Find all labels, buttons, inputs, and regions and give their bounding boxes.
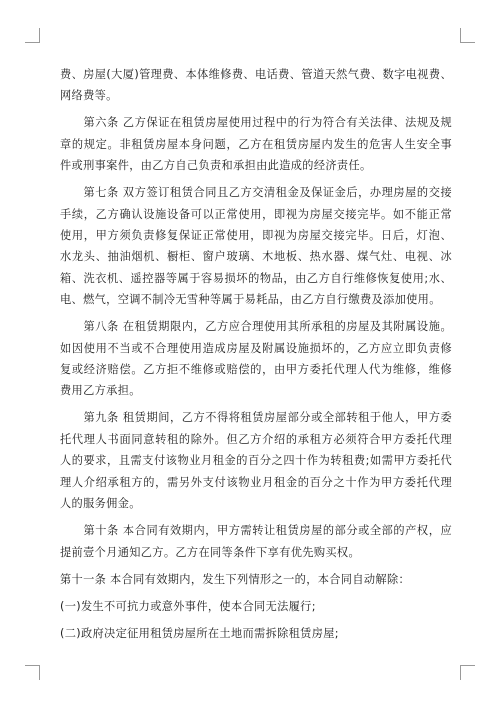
article-9: 第九条 租赁期间，乙方不得将租赁房屋部分或全部转租于他人，甲方委托代理人书面同意转租的除外。但乙方介绍的承租方必须符合甲方委托代理人的要求，且需支付该物业月租金的百分之四十作为转租费;如需甲方委托代理人介绍承租方的，需另外支付该物业月租金的百分之十作为甲方委托代理人的服务佣金。 [60, 411, 452, 511]
article-11-item-2: (二)政府决定征用租赁房屋所在土地而需拆除租赁房屋; [60, 626, 339, 640]
article-6: 第六条 乙方保证在租赁房屋使用过程中的行为符合有关法律、法规及规章的规定。非租赁房屋本身问题，乙方在租赁房屋内发生的危害人生安全事件或刑事案件，由乙方自己负责和承担由此造成的经济责任。 [60, 116, 452, 173]
article-11: 第十一条 本合同有效期内，发生下列情形之一的，本合同自动解除： [60, 572, 411, 586]
article-8: 第八条 在租赁期限内，乙方应合理使用其所承租的房屋及其附属设施。如因使用不当或不合理使用造成房屋及附属设施损坏的，乙方应立即负责修复或经济赔偿。乙方拒不维修或赔偿的，由甲方委托代理人代为维修，维修费用乙方承担。 [60, 320, 452, 398]
article-11-item-1: (一)发生不可抗力或意外事件，使本合同无法履行; [60, 599, 316, 613]
article-7: 第七条 双方签订租赁合同且乙方交清租金及保证金后，办理房屋的交接手续，乙方确认设施设备可以正常使用，即视为房屋交接完毕。如不能正常使用，甲方须负责修复保证正常使用，即视为房屋交接完毕。日后，灯泡、水龙头、抽油烟机、橱柜、窗户玻璃、木地板、热水器、煤气灶、电视、冰箱、洗衣机、遥控器等属于容易损坏的物品，由乙方自行维修恢复使用;水、电、燃气，空调不制冷无雪种等属于易耗品，由乙方自行缴费及添加使用。 [60, 186, 452, 307]
crop-mark-top-left [25, 28, 40, 43]
article-10: 第十条 本合同有效期内，甲方需转让租赁房屋的部分或全部的产权，应提前壹个月通知乙方。乙方在同等条件下享有优先购买权。 [60, 524, 452, 559]
crop-mark-top-right [460, 28, 475, 43]
paragraph-continuation: 费、房屋(大厦)管理费、本体维修费、电话费、管道天然气费、数字电视费、网络费等。 [60, 68, 452, 103]
contract-body [60, 64, 452, 650]
crop-mark-bottom-left [25, 665, 40, 680]
crop-mark-bottom-right [460, 665, 475, 680]
